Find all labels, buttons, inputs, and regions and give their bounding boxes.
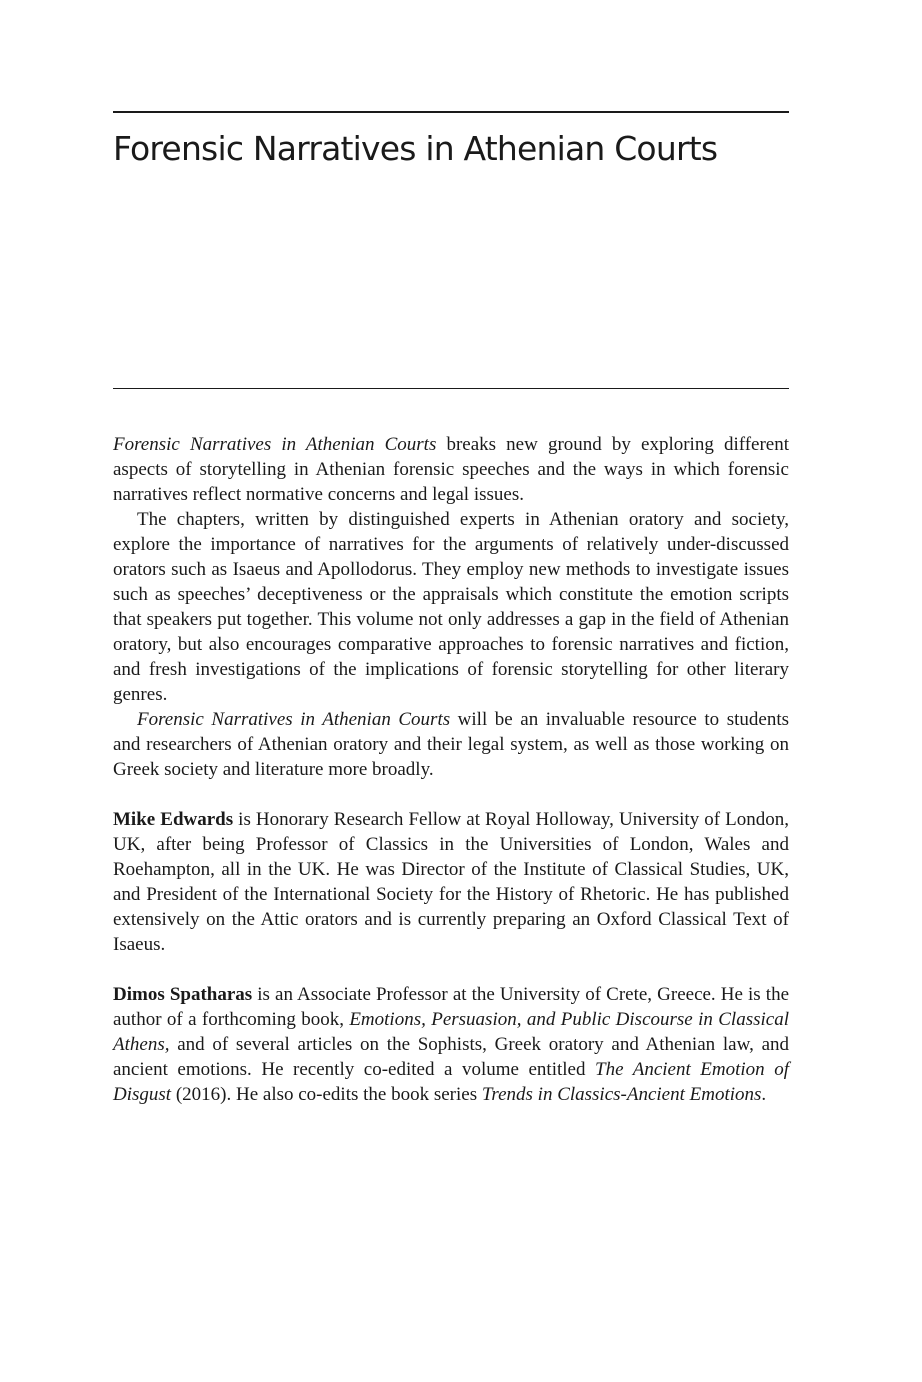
body-text [113, 432, 789, 1107]
author-bio-text: is an Associate Professor at the University of Crete, Greece. He is the author of a forthcoming book, [113, 984, 789, 1030]
blurb-paragraph-1-text: breaks new ground by exploring different aspects of storytelling in Athenian forensic speeches and the ways in which forensic narratives reflect normative concerns and legal issues. [113, 434, 790, 505]
book-title-italic: Forensic Narratives in Athenian Courts [113, 434, 437, 455]
author-name: Dimos Spatharas [113, 984, 253, 1005]
book-title-italic: The Ancient Emotion of Disgust [113, 1059, 790, 1105]
author-bio-text: and of several articles on the Sophists, Greek oratory and Athenian law, and ancient emotions. He recently co-edited a volume entitled [113, 1034, 789, 1080]
author-bio-spatharas [113, 982, 789, 1107]
author-bio-text: . [761, 1084, 767, 1105]
blurb-paragraph-3-text: will be an invaluable resource to students and researchers of Athenian oratory and their legal system, as well as those working on Greek society and literature more broadly. [113, 709, 789, 780]
series-title-italic: Trends in Classics-Ancient Emotions [481, 1084, 762, 1105]
blurb-paragraph-3 [113, 707, 789, 782]
author-bio-text: is Honorary Research Fellow at Royal Holloway, University of London, UK, after being Professor of Classics in the Universities of London, Wales and Roehampton, all in the UK. He was Director of the Institute of Classical Studies, UK, and President of the International Society for the History of Rhetoric. He has published extensively on the Attic orators and is currently preparing an Oxford Classical Text of Isaeus. [113, 809, 789, 955]
blurb-paragraph-1 [113, 432, 789, 507]
blurb-paragraph-2-text-b: discussed orators such as Isaeus and Apollodorus. They employ new methods to investigate issues such as speeches’ deceptiveness or the appraisals which constitute the emotion scripts that speakers put together. This volume not only addresses a gap in the field of Athenian oratory, but also encourages comparative approaches to forensic narratives and fiction, and fresh investigations of the implications of forensic storytelling for other literary genres. [113, 534, 789, 705]
blurb-paragraph-2 [113, 507, 789, 707]
middle-rule [113, 388, 789, 389]
book-title-italic: Forensic Narratives in Athenian Courts [137, 709, 451, 730]
author-name: Mike Edwards [113, 809, 234, 830]
top-rule [113, 111, 789, 113]
author-bio-edwards [113, 807, 789, 957]
blurb-paragraph-2-text-a: The chapters, written by distinguished experts in Athenian oratory and society, explore the importance of narratives for the arguments of relatively under- [113, 509, 789, 555]
author-bio-text: (2016). He also co-edits the book series [171, 1084, 482, 1105]
book-title-italic: Emotions, Persuasion, and Public Discourse in Classical Athens, [113, 1009, 789, 1055]
page-title: Forensic Narratives in Athenian Courts [113, 129, 718, 168]
